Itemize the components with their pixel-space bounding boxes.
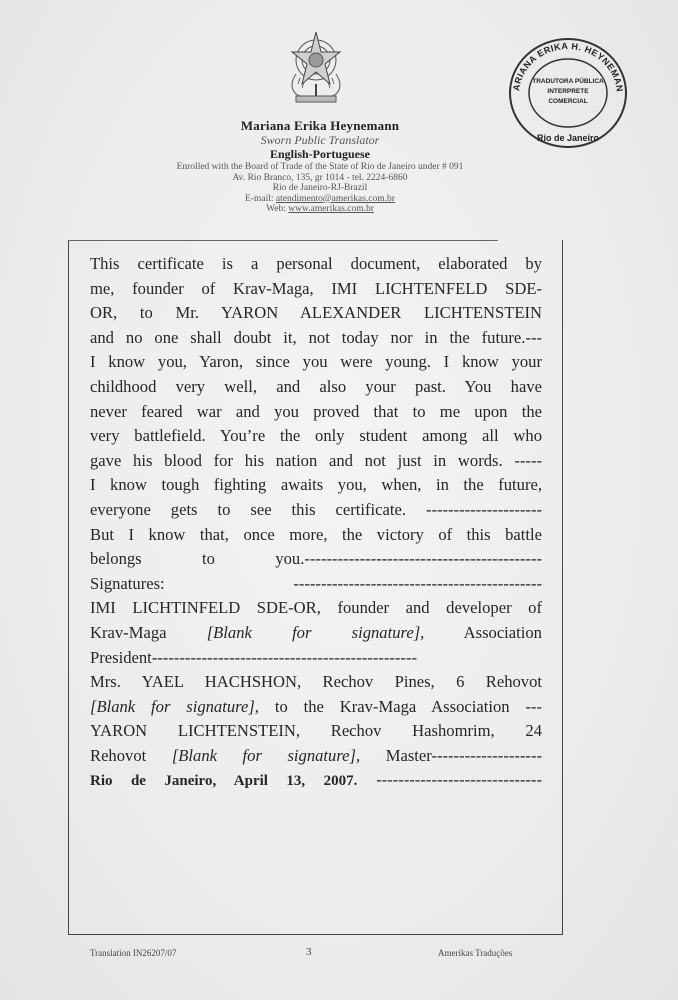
- master-text: Master--------------------: [385, 745, 542, 765]
- web-link[interactable]: www.amerikas.com.br: [288, 204, 374, 214]
- coat-of-arms-icon: [282, 28, 350, 108]
- frame-top-rule: [68, 240, 498, 241]
- body-line: I know you, Yaron, since you were young. I know your: [90, 352, 542, 372]
- email-label: E-mail:: [245, 193, 274, 204]
- email-line: [100, 194, 540, 205]
- enrollment-line: Enrolled with the Board of Trade of the State of Rio de Janeiro under # 091: [176, 162, 464, 172]
- body-line: [90, 695, 542, 720]
- blank-signature-3: [Blank for signature],: [171, 745, 361, 765]
- body-line: Signatures: ---------------------------------------------: [90, 573, 542, 593]
- body-line: very battlefield. You’re the only student among all who: [90, 426, 542, 446]
- body-line: everyone gets to see this certificate. ---------------------: [90, 499, 542, 519]
- stamp-line-2: INTERPRETE: [547, 88, 589, 95]
- translator-role: Sworn Public Translator: [260, 133, 380, 147]
- association-text: to the Krav-Maga Association ---: [274, 696, 542, 716]
- web-line: [100, 204, 540, 215]
- blank-signature-1: [Blank: [206, 622, 252, 642]
- krav-maga-text: Krav-Maga: [90, 622, 167, 642]
- body-line: me, founder of Krav-Maga, IMI LICHTENFELD SDE-: [90, 278, 542, 298]
- body-line: YARON LICHTENSTEIN, Rechov Hashomrim, 24: [90, 721, 542, 741]
- body-line: gave his blood for his nation and not just in words. -----: [90, 450, 542, 470]
- email-link[interactable]: atendimento@amerikas.com.br: [275, 193, 395, 204]
- web-label: Web:: [266, 204, 286, 214]
- address-line: Av. Rio Branco, 135, gr 1014 - tel. 2224-6860: [232, 172, 408, 183]
- body-line: [90, 744, 542, 769]
- body-line: [90, 621, 542, 646]
- stamp-ring-text: ARIANA ERIKA H. HEYNEMAN: [511, 40, 625, 93]
- frame-bottom-rule: [68, 934, 563, 935]
- rehovot-text: Rehovot: [90, 745, 147, 765]
- body-line: [90, 768, 542, 793]
- stamp-city: Rio de Janeiro: [536, 133, 600, 143]
- blank-signature-2: [Blank for signature],: [90, 696, 259, 716]
- certificate-body: [90, 252, 542, 793]
- letterhead: [100, 118, 540, 215]
- stamp-line-1: TRADUTORA PÚBLICA: [532, 78, 604, 85]
- footer-translation-ref: Translation IN26207/07: [90, 948, 177, 958]
- blank-signature-1: signature],: [351, 622, 425, 642]
- date-line: Rio de Janeiro, April 13, 2007.: [90, 773, 358, 790]
- association-text: Association: [463, 622, 542, 642]
- footer-company: Amerikas Traduções: [438, 948, 513, 958]
- translator-languages: English-Portuguese: [269, 147, 370, 161]
- body-line: and no one shall doubt it, not today nor in the future.---: [90, 327, 542, 347]
- city-line: Rio de Janeiro-RJ-Brazil: [272, 183, 368, 193]
- blank-signature-1: for: [292, 622, 312, 642]
- body-line: childhood very well, and also your past. You have: [90, 376, 542, 396]
- body-line: President------------------------------------------------: [90, 647, 417, 667]
- body-line: Mrs. YAEL HACHSHON, Rechov Pines, 6 Rehovot: [90, 672, 542, 692]
- body-line: OR, to Mr. YARON ALEXANDER LICHTENSTEIN: [90, 303, 542, 323]
- body-line: I know tough fighting awaits you, when, in the future,: [90, 475, 542, 495]
- dash-fill: ------------------------------: [376, 770, 542, 790]
- page-number: 3: [306, 946, 312, 958]
- body-line: But I know that, once more, the victory of this battle: [90, 524, 542, 544]
- body-line: This certificate is a personal document, elaborated by: [90, 254, 542, 273]
- body-line: IMI LICHTINFELD SDE-OR, founder and developer of: [90, 598, 542, 618]
- translator-name: Mariana Erika Heynemann: [240, 118, 400, 133]
- stamp-line-3: COMERCIAL: [548, 98, 588, 105]
- body-line: belongs to you.-------------------------------------------: [90, 549, 542, 569]
- body-line: never feared war and you proved that to me upon the: [90, 401, 542, 421]
